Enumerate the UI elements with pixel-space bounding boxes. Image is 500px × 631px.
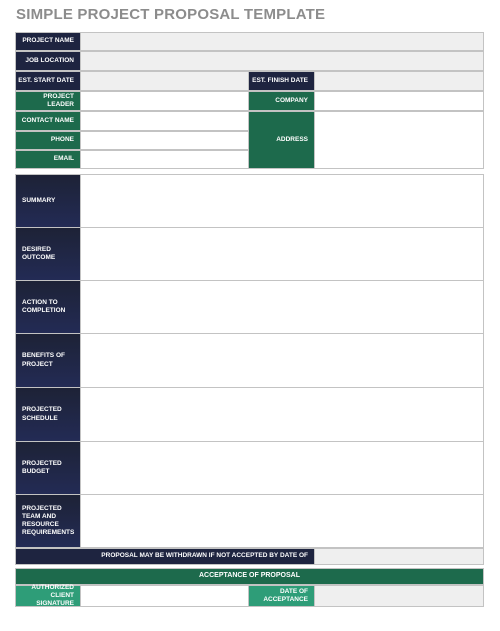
job-location-label: JOB LOCATION <box>15 51 81 71</box>
company-label: COMPANY <box>248 91 315 111</box>
signature-field[interactable] <box>80 585 249 607</box>
benefits-of-project-field[interactable] <box>80 333 484 388</box>
benefits-of-project-label: BENEFITS OF PROJECT <box>15 333 81 388</box>
action-to-completion-field[interactable] <box>80 280 484 334</box>
date-of-acceptance-field[interactable] <box>314 585 484 607</box>
projected-budget-label: PROJECTED BUDGET <box>15 441 81 495</box>
projected-budget-field[interactable] <box>80 441 484 495</box>
projected-team-label: PROJECTED TEAM AND RESOURCE REQUIREMENTS <box>15 494 81 548</box>
project-name-field[interactable] <box>80 32 484 51</box>
address-label: ADDRESS <box>248 111 315 169</box>
projected-schedule-label: PROJECTED SCHEDULE <box>15 387 81 442</box>
summary-label: SUMMARY <box>15 174 81 228</box>
email-field[interactable] <box>80 150 249 169</box>
date-of-acceptance-label: DATE OF ACCEPTANCE <box>248 585 315 607</box>
withdrawal-date-field[interactable] <box>314 548 484 565</box>
company-field[interactable] <box>314 91 484 111</box>
est-start-date-field[interactable] <box>80 71 249 91</box>
contact-name-label: CONTACT NAME <box>15 111 81 131</box>
phone-label: PHONE <box>15 131 81 150</box>
summary-field[interactable] <box>80 174 484 228</box>
est-start-date-label: EST. START DATE <box>15 71 81 91</box>
project-leader-field[interactable] <box>80 91 249 111</box>
projected-team-field[interactable] <box>80 494 484 548</box>
contact-name-field[interactable] <box>80 111 249 131</box>
phone-field[interactable] <box>80 131 249 150</box>
page-title: SIMPLE PROJECT PROPOSAL TEMPLATE <box>16 6 326 23</box>
desired-outcome-field[interactable] <box>80 227 484 281</box>
project-name-label: PROJECT NAME <box>15 32 81 51</box>
projected-schedule-field[interactable] <box>80 387 484 442</box>
withdrawal-note-label: PROPOSAL MAY BE WITHDRAWN IF NOT ACCEPTED BY DATE OF <box>15 548 315 565</box>
project-leader-label: PROJECT LEADER <box>15 91 81 111</box>
action-to-completion-label: ACTION TO COMPLETION <box>15 280 81 334</box>
est-finish-date-label: EST. FINISH DATE <box>248 71 315 91</box>
address-field[interactable] <box>314 111 484 169</box>
email-label: EMAIL <box>15 150 81 169</box>
est-finish-date-field[interactable] <box>314 71 484 91</box>
job-location-field[interactable] <box>80 51 484 71</box>
signature-label: AUTHORIZED CLIENT SIGNATURE <box>15 585 81 607</box>
acceptance-heading: ACCEPTANCE OF PROPOSAL <box>15 568 484 585</box>
desired-outcome-label: DESIRED OUTCOME <box>15 227 81 281</box>
